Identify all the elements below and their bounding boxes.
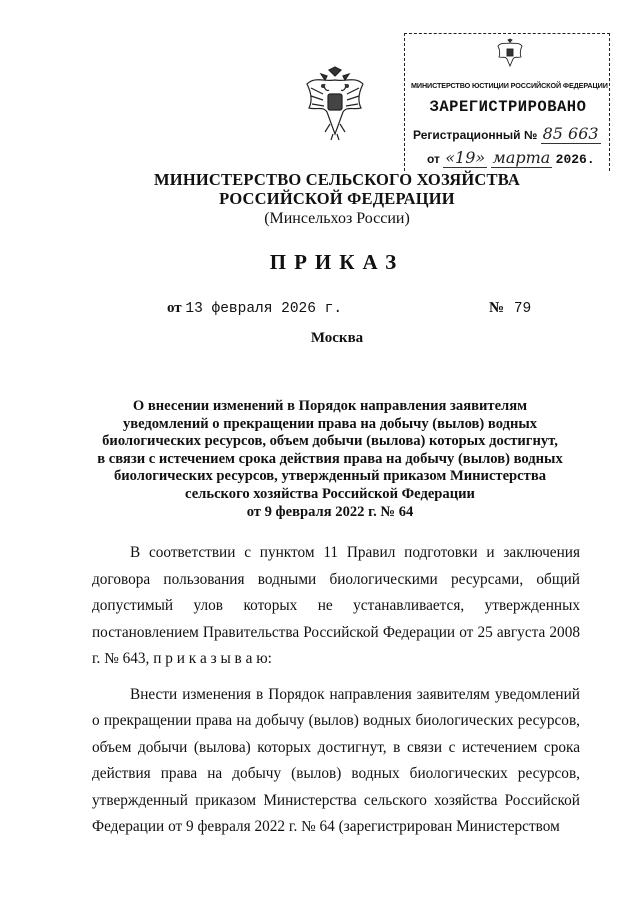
ministry-short-name: (Минсельхоз России) [264, 210, 410, 227]
title-line: уведомлений о прекращении права на добычу (вылов) водных [122, 415, 538, 432]
stamp-reg-number: 85 663 [542, 124, 599, 143]
stamp-registration-line [413, 124, 609, 143]
stamp-status: ЗАРЕГИСТРИРОВАНО [429, 98, 587, 116]
title-line: сельского хозяйства Российской Федерации [185, 485, 475, 502]
stamp-date-prefix: от [427, 152, 440, 166]
stamp-date-year: 2026. [555, 152, 595, 167]
stamp-date-month: марта [492, 148, 551, 167]
order-title: ПРИКАЗ [269, 250, 405, 274]
stamp-date-day: «19» [445, 148, 486, 167]
stamp-date-line [427, 148, 623, 167]
title-line: от 9 февраля 2022 г. № 64 [246, 503, 414, 520]
title-line: О внесении изменений в Порядок направления заявителям [132, 398, 528, 414]
title-line: в связи с истечением срока действия права на добычу (вылов) водных [97, 450, 563, 467]
body-paragraph-2: Внести изменения в Порядок направления заявителям уведомлений о прекращении права на добычу (вылов) водных биологических ресурсов, объем добычи (вылова) которых достигнут, в связи с истечением срока действия права на добычу (вылов) водных биологических ресурсов, утвержденный приказом Министерства сельского хозяйства Российской Федерации от 9 февраля 2022 г. № 64 (зарегистрирован Министерством [92, 685, 580, 835]
order-city: Москва [310, 330, 364, 346]
order-date-prefix: от [167, 300, 182, 316]
ministry-name-line2: РОССИЙСКОЙ ФЕДЕРАЦИИ [219, 189, 455, 208]
coat-of-arms-emblem [303, 66, 367, 142]
ministry-header [0, 170, 640, 230]
order-date [167, 300, 342, 317]
order-number-value: 79 [513, 301, 532, 317]
stamp-reg-label: Регистрационный № [413, 128, 538, 142]
title-line: биологических ресурсов, объем добычи (вылова) которых достигнут, [102, 433, 558, 450]
document-title [90, 398, 570, 521]
stamp-ministry-name: МИНИСТЕРСТВО ЮСТИЦИИ РОССИЙСКОЙ ФЕДЕРАЦИИ [411, 81, 608, 90]
order-number-prefix: № [489, 300, 505, 316]
registration-stamp [404, 33, 610, 171]
title-line: биологических ресурсов, утвержденный приказом Министерства [113, 468, 547, 485]
stamp-emblem-icon [497, 38, 523, 68]
order-date-value: 13 февраля 2026 г. [185, 301, 343, 317]
ministry-name-line1: МИНИСТЕРСТВО СЕЛЬСКОГО ХОЗЯЙСТВА [154, 170, 520, 189]
document-body [92, 540, 580, 841]
order-number [489, 300, 531, 317]
body-paragraph-1: В соответствии с пунктом 11 Правил подготовки и заключения договора пользования водными биологическими ресурсами, общий допустимый улов которых не устанавливается, утвержденных постановлением Правительства Российской Федерации от 25 августа 2008 г. № 643, п р и к а з ы в а ю: [92, 544, 580, 667]
